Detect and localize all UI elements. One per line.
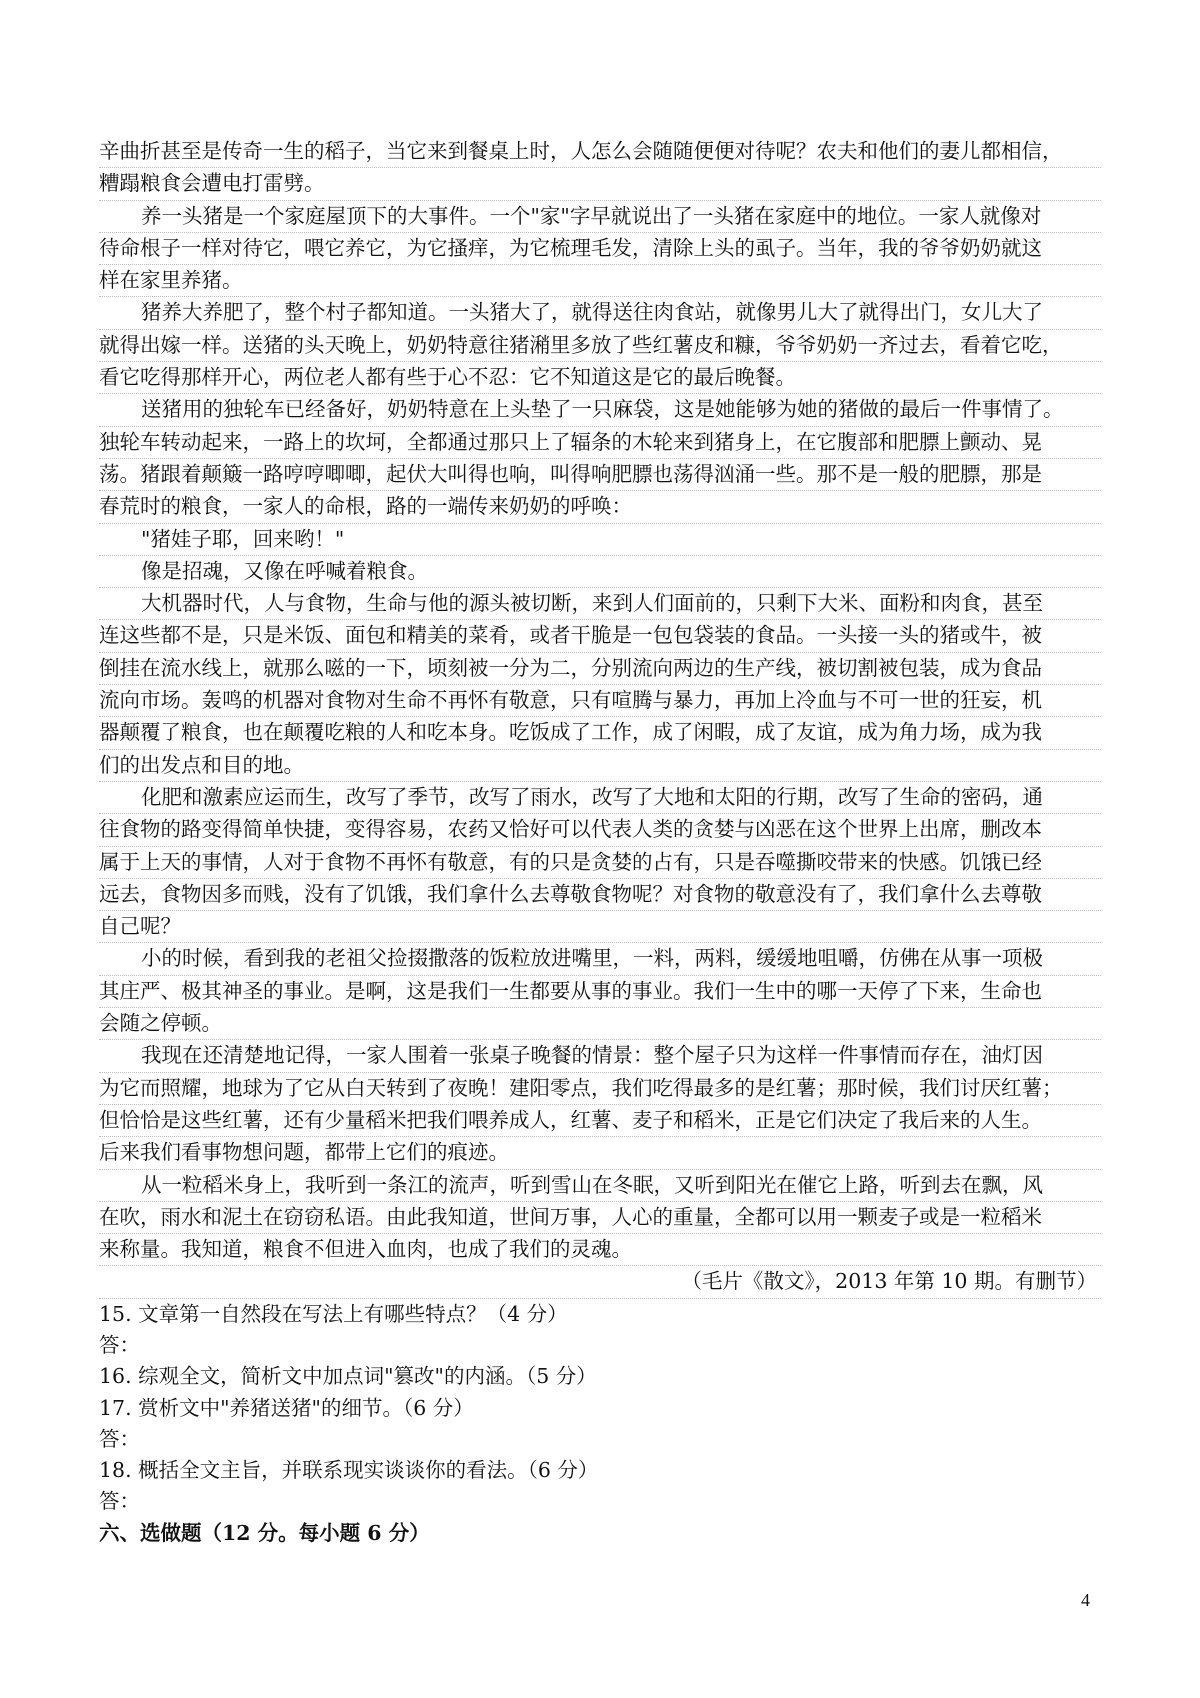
passage-line: 来称量。我知道，粮食不但进入血肉，也成了我们的灵魂。 — [99, 1234, 1101, 1266]
passage-line: 自己呢？ — [99, 911, 1101, 943]
passage-line: 猪养大养肥了，整个村子都知道。一头猪大了，就得送往肉食站，就像男儿大了就得出门，女儿大了 — [99, 297, 1101, 329]
passage-line: 其庄严、极其神圣的事业。是啊，这是我们一生都要从事的事业。我们一生中的哪一天停了下来，生命也 — [99, 976, 1101, 1008]
passage-line: 像是招魂，又像在呼喊着粮食。 — [99, 556, 1101, 588]
question-item: 15. 文章第一自然段在写法上有哪些特点？（4 分） — [99, 1301, 568, 1326]
passage-line: 小的时候，看到我的老祖父捡掇撒落的饭粒放进嘴里，一料，两料，缓缓地咀嚼，仿佛在从事一项极 — [99, 943, 1101, 975]
passage-and-questions — [99, 136, 1101, 1549]
answer-label: 答： — [99, 1332, 140, 1357]
passage-line: 独轮车转动起来，一路上的坎坷，全都通过那只上了辐条的木轮来到猪身上，在它腹部和肥膘上颤动、晃 — [99, 427, 1101, 459]
passage-line: 待命根子一样对待它，喂它养它，为它搔痒，为它梳理毛发，清除上头的虱子。当年，我的爷爷奶奶就这 — [99, 233, 1101, 265]
passage-line: 送猪用的独轮车已经备好，奶奶特意在上头垫了一只麻袋，这是她能够为她的猪做的最后一件事情了。 — [99, 394, 1101, 426]
passage-line: 我现在还清楚地记得，一家人围着一张桌子晚餐的情景：整个屋子只为这样一件事情而存在，油灯因 — [99, 1040, 1101, 1072]
passage-line: 大机器时代，人与食物，生命与他的源头被切断，来到人们面前的，只剩下大米、面粉和肉食，甚至 — [99, 588, 1101, 620]
passage-line: 器颠覆了粮食，也在颠覆吃粮的人和吃本身。吃饭成了工作，成了闲暇，成了友谊，成为角力场，成为我 — [99, 717, 1101, 749]
answer-label: 答： — [99, 1489, 140, 1514]
passage-line: 往食物的路变得简单快捷，变得容易，农药又恰好可以代表人类的贪婪与凶恶在这个世界上出席，删改本 — [99, 814, 1101, 846]
question-item: 18. 概括全文主旨，并联系现实谈谈你的看法。（6 分） — [99, 1458, 599, 1483]
passage-line: 们的出发点和目的地。 — [99, 750, 1101, 782]
passage-line: 为它而照耀，地球为了它从白天转到了夜晚！建阳零点，我们吃得最多的是红薯；那时候，我们讨厌红薯； — [99, 1073, 1101, 1105]
section-heading: 六、选做题（12 分。每小题 6 分） — [99, 1520, 430, 1545]
passage-line: 远去，食物因多而贱，没有了饥饿，我们拿什么去尊敬食物呢？对食物的敬意没有了，我们拿什么去尊敬 — [99, 879, 1101, 911]
passage-line: 会随之停顿。 — [99, 1008, 1101, 1040]
passage-line: 养一头猪是一个家庭屋顶下的大事件。一个"家"字早就说出了一头猪在家庭中的地位。一家人就像对 — [99, 201, 1101, 233]
passage-line: 但恰恰是这些红薯，还有少量稻米把我们喂养成人，红薯、麦子和稻米，正是它们决定了我后来的人生。 — [99, 1105, 1101, 1137]
passage-line: 从一粒稻米身上，我听到一条江的流声，听到雪山在冬眠，又听到阳光在催它上路，听到去在飘，风 — [99, 1170, 1101, 1202]
question-item: 17. 赏析文中"养猪送猪"的细节。（6 分） — [99, 1395, 474, 1420]
passage-line: 流向市场。轰鸣的机器对食物对生命不再怀有敬意，只有喧腾与暴力，再加上冷血与不可一世的狂妄，机 — [99, 685, 1101, 717]
page-number: 4 — [1081, 1590, 1090, 1610]
passage-line: 倒挂在流水线上，就那么嗞的一下，顷刻被一分为二，分别流向两边的生产线，被切割被包装，成为食品 — [99, 653, 1101, 685]
passage-line: 属于上天的事情，人对于食物不再怀有敬意，有的只是贪婪的占有，只是吞噬撕咬带来的快感。饥饿已经 — [99, 847, 1101, 879]
passage-line: 就得出嫁一样。送猪的头天晚上，奶奶特意往猪潲里多放了些红薯皮和糠，爷爷奶奶一齐过去，看着它吃， — [99, 330, 1101, 362]
passage-line: "猪娃子耶，回来哟！" — [99, 524, 1101, 556]
source-citation: （毛片《散文》，2013 年第 10 期。有删节） — [99, 1266, 1101, 1298]
passage-line: 看它吃得那样开心，两位老人都有些于心不忍：它不知道这是它的最后晚餐。 — [99, 362, 1101, 394]
passage-line: 后来我们看事物想问题，都带上它们的痕迹。 — [99, 1137, 1101, 1169]
passage-line: 春荒时的粮食，一家人的命根，路的一端传来奶奶的呼唤： — [99, 491, 1101, 523]
question-item: 16. 综观全文，简析文中加点词"篡改"的内涵。（5 分） — [99, 1364, 597, 1389]
passage-line: 化肥和激素应运而生，改写了季节，改写了雨水，改写了大地和太阳的行期，改写了生命的密码，通 — [99, 782, 1101, 814]
passage-line: 在吹，雨水和泥土在窃窃私语。由此我知道，世间万事，人心的重量，全都可以用一颗麦子或是一粒稻米 — [99, 1202, 1101, 1234]
passage-line: 辛曲折甚至是传奇一生的稻子，当它来到餐桌上时，人怎么会随随便便对待呢？农夫和他们的妻儿都相信， — [99, 136, 1101, 168]
passage-line: 荡。猪跟着颠簸一路哼哼唧唧，起伏大叫得也响，叫得响肥膘也荡得汹涌一些。那不是一般的肥膘，那是 — [99, 459, 1101, 491]
passage-line: 连这些都不是，只是米饭、面包和精美的菜肴，或者干脆是一包包袋装的食品。一头接一头的猪或牛，被 — [99, 620, 1101, 652]
passage-line: 糟蹋粮食会遭电打雷劈。 — [99, 168, 1101, 200]
answer-label: 答： — [99, 1426, 140, 1451]
passage-line: 样在家里养猪。 — [99, 265, 1101, 297]
